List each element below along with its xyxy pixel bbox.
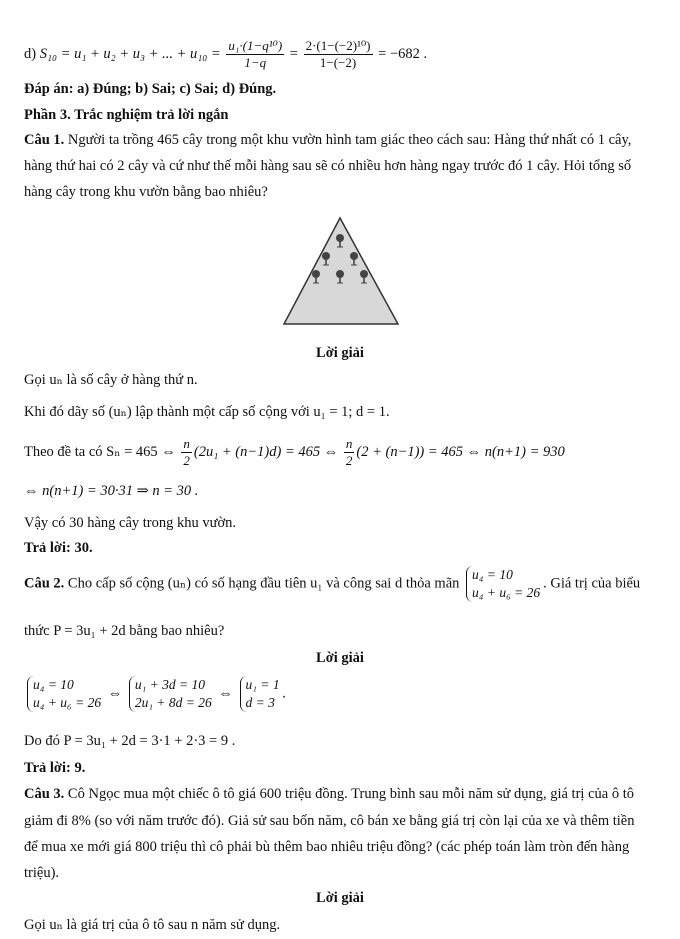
- q1-line-2: hàng thứ hai có 2 cây và cứ như thế mỗi hàng sau sẽ có nhiều hơn hàng ngay trước đó 1 cây. Hỏi tổng số: [24, 158, 632, 174]
- s2-system-c: u₁ = 1 d = 3: [240, 676, 280, 712]
- q1-line-1: Câu 1. Người ta trồng 465 cây trong một khu vườn hình tam giác theo cách sau: Hàng thứ nhất có 1 cây,: [24, 132, 632, 148]
- q3-line-1: Câu 3. Cô Ngọc mua một chiếc ô tô giá 600 triệu đồng. Trung bình sau mỗi năm sử dụng, giá trị của ô tô: [24, 786, 634, 802]
- solution-heading-3: Lời giải: [316, 890, 364, 906]
- s3-line-1: Gọi uₙ là giá trị của ô tô sau n năm sử dụng.: [24, 917, 281, 933]
- s10-lhs: S₁₀ = u₁ + u₂ + u₃ + ... + u₁₀ =: [39, 45, 221, 62]
- q1-line-3: hàng cây trong khu vườn bằng bao nhiêu?: [24, 184, 268, 200]
- q3-line-2: giảm đi 8% (so với năm trước đó). Giả sử sau bốn năm, cô bán xe bằng giá trị còn lại của xe và thêm tiền: [24, 813, 635, 829]
- part3-title: Phần 3. Trắc nghiệm trả lời ngắn: [24, 107, 229, 123]
- s1-line-1: Gọi uₙ là số cây ở hàng thứ n.: [24, 372, 198, 388]
- triangle-garden-figure: [280, 212, 404, 332]
- q3-line-3: để mua xe mới giá 800 triệu thì cô phải bù thêm bao nhiêu triệu đồng? (các phép toán làm tròn đến hàng: [24, 839, 630, 855]
- s10-label: d): [24, 45, 37, 62]
- n-over-2-fraction: $\frac{n}{2}$: [345, 436, 353, 468]
- s2-system-b: u₁ + 3d = 10 2u₁ + 8d = 26: [129, 676, 212, 712]
- s2-line-2: Do đó P = 3u₁ + 2d = 3·1 + 2·3 = 9 .: [24, 733, 236, 749]
- q2-condition-system: u₄ = 10 u₄ + u₆ = 26: [466, 566, 540, 602]
- s1-line-3: Theo đề ta có Sₙ = 465 ⇔ $\frac{n}{2}$ (2u₁ + (n−1)d) = 465 ⇔ $\frac{n}{2}$ (2 + (n−1)) = 465 ⇔ n(n+1) = 930: [24, 436, 565, 468]
- q3-line-4: triệu).: [24, 865, 60, 881]
- solution-heading-2: Lời giải: [316, 650, 364, 666]
- s10-fraction-1: $\frac{\text{u₁·(1−q¹⁰)}}{1-q}$: [228, 38, 283, 70]
- q2-line-1: Câu 2. Cho cấp số cộng (uₙ) có số hạng đầu tiên u₁ và công sai d thỏa mãn u₄ = 10 u₄ + u₆ = 26 . Giá trị của biểu: [24, 567, 641, 600]
- solution-heading-1: Lời giải: [316, 345, 364, 361]
- s10-fraction-2: $\frac{\text{2·(1−(−2)¹⁰)}}{1-(-2)}$: [305, 38, 371, 70]
- n-over-2-fraction: $\frac{n}{2}$: [183, 436, 190, 468]
- s1-line-4: ⇔ n(n+1) = 30·31 ⇒ n = 30 .: [24, 483, 199, 499]
- s1-answer: Trả lời: 30.: [24, 540, 93, 556]
- s1-line-2: Khi đó dãy số (uₙ) lập thành một cấp số cộng với u₁ = 1; d = 1.: [24, 404, 390, 420]
- q3-label: Câu 3.: [24, 786, 65, 802]
- q2-label: Câu 2.: [24, 575, 65, 592]
- q2-line-2: thức P = 3u₁ + 2d bằng bao nhiêu?: [24, 623, 225, 639]
- s10-result: = −682 .: [378, 45, 428, 62]
- q1-label: Câu 1.: [24, 132, 65, 148]
- s1-line-5: Vậy có 30 hàng cây trong khu vườn.: [24, 515, 237, 531]
- s2-system-a: u₄ = 10 u₄ + u₆ = 26: [27, 676, 101, 712]
- s2-answer: Trả lời: 9.: [24, 760, 86, 776]
- s10-line: d) S₁₀ = u₁ + u₂ + u₃ + ... + u₁₀ = $\frac{\text{u₁·(1−q¹⁰)}}{1-q}$ = $\frac{\text{2·(1−(−2)¹⁰)}}{1-(-2)}$ = −682 .: [24, 38, 428, 70]
- answer-line: Đáp án: a) Đúng; b) Sai; c) Sai; d) Đúng.: [24, 81, 277, 97]
- s2-line-1: u₄ = 10 u₄ + u₆ = 26 ⇔ u₁ + 3d = 10 2u₁ + 8d = 26 ⇔ u₁ = 1 d = 3 .: [24, 676, 286, 712]
